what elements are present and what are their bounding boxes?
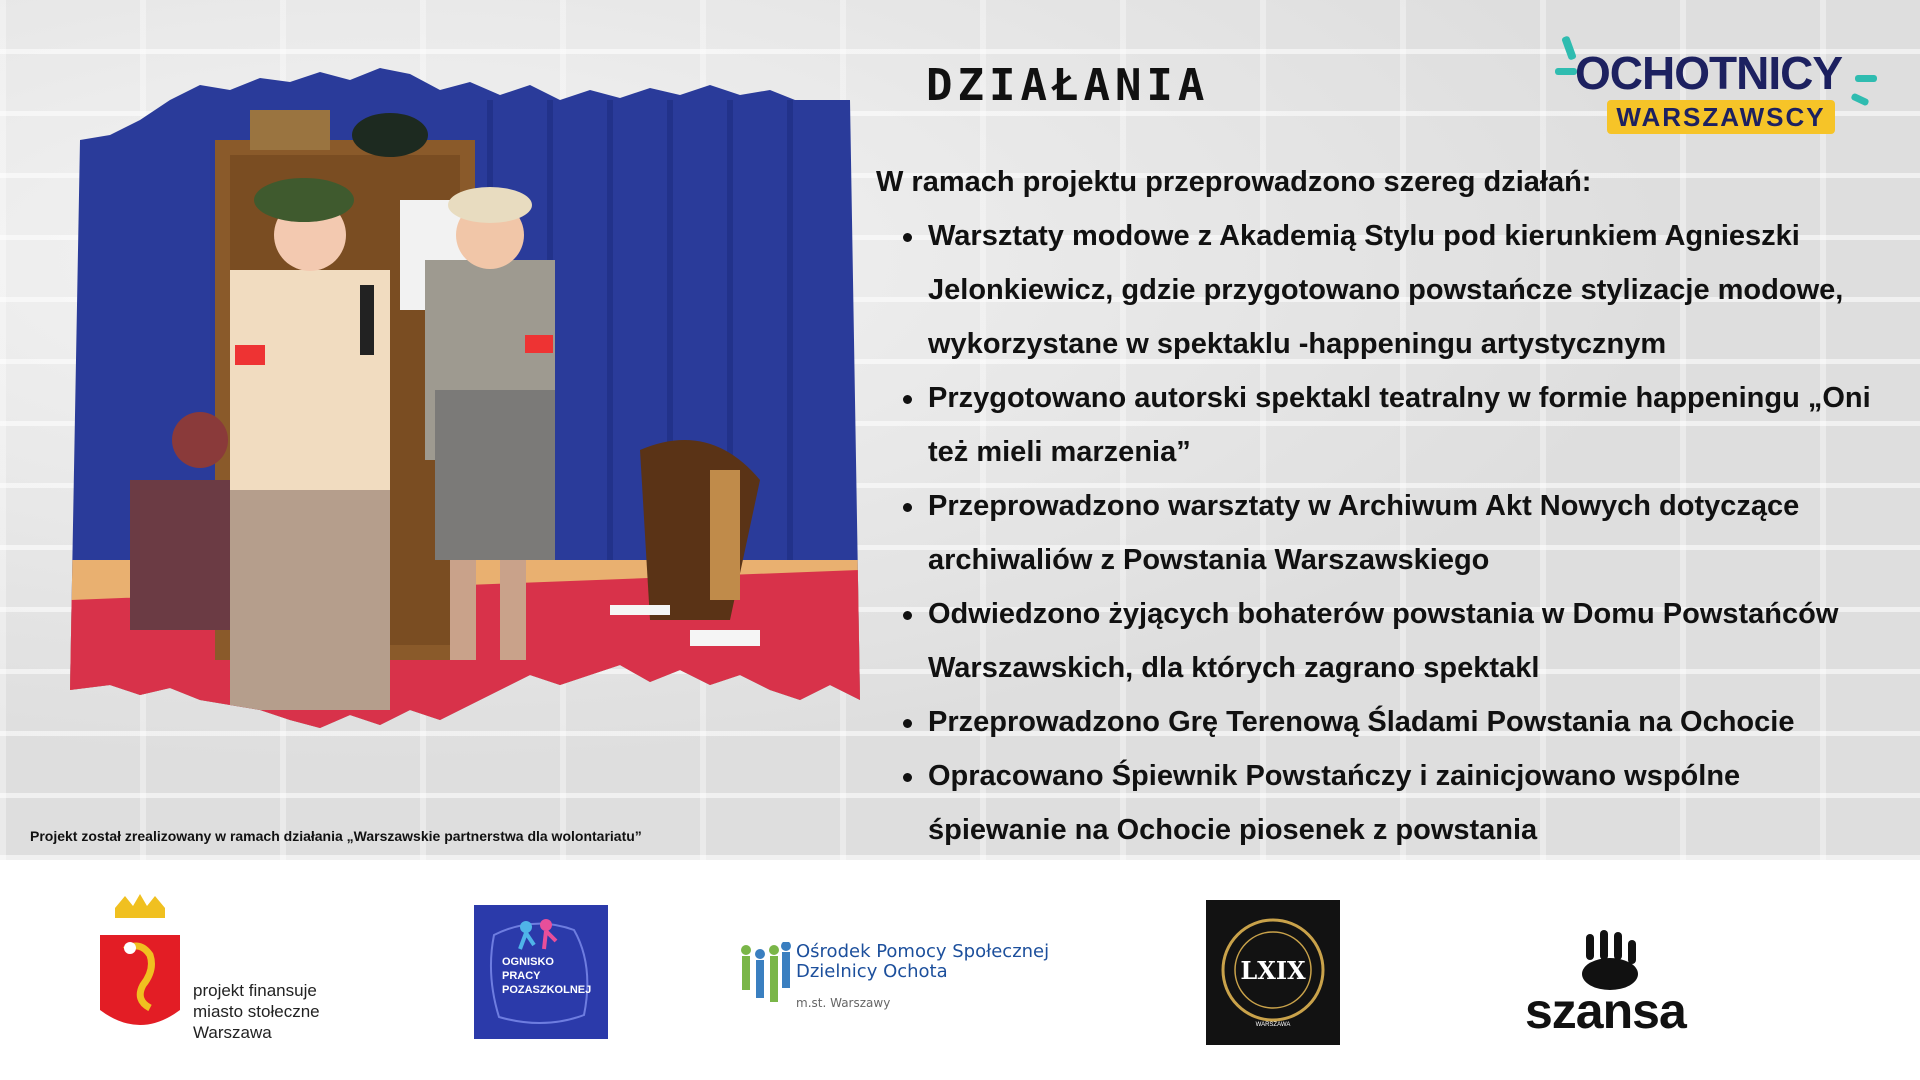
list-item-text: Odwiedzono żyjących bohaterów powstania w Domu Powstańców Warszawskich, dla których zagrano spektakl	[928, 598, 1839, 684]
bullet-icon	[903, 719, 912, 728]
ognisko-line: OGNISKO	[502, 956, 554, 968]
list-item	[876, 587, 1886, 695]
activities-content	[876, 155, 1886, 857]
warszawa-line: miasto stołeczne	[193, 1002, 320, 1021]
list-item-text: Warsztaty modowe z Akademią Stylu pod kierunkiem Agnieszki Jelonkiewicz, gdzie przygotowano powstańcze stylizacje modowe, wykorzystane w spektaklu -happeningu artystycznym	[928, 220, 1844, 360]
performer-skirt	[230, 490, 390, 710]
list-item	[876, 479, 1886, 587]
ops-subcaption: m.st. Warszawy	[796, 996, 891, 1010]
warszawa-line: Warszawa	[193, 1023, 272, 1042]
bullet-icon	[903, 395, 912, 404]
bullet-icon	[903, 233, 912, 242]
intro-text: W ramach projektu przeprowadzono szereg działań:	[876, 166, 1592, 198]
ops-line: Dzielnicy Ochota	[796, 961, 948, 982]
list-item-text: Przeprowadzono warsztaty w Archiwum Akt Nowych dotyczące archiwaliów z Powstania Warszawskiego	[928, 490, 1800, 576]
ognisko-line: PRACY	[502, 970, 541, 982]
list-item-text: Opracowano Śpiewnik Powstańczy i zainicjowano wspólne śpiewanie na Ochocie piosenek z powstania	[928, 760, 1741, 846]
list-item-text: Przygotowano autorski spektakl teatralny w formie happeningu „Oni też mieli marzenia”	[928, 382, 1871, 468]
lxix-city: WARSZAWA	[1255, 1022, 1291, 1028]
logo-top-word: OCHOTNICY	[1575, 47, 1842, 99]
ognisko-logo	[474, 905, 608, 1039]
ops-caption	[796, 942, 1049, 982]
list-item-text: Przeprowadzono Grę Terenową Śladami Powstania na Ochocie	[928, 706, 1795, 738]
ognisko-badge	[474, 905, 608, 1039]
ognisko-line: POZASZKOLNEJ	[502, 984, 592, 996]
szansa-wordmark: szansa	[1525, 983, 1686, 1039]
bullet-icon	[903, 503, 912, 512]
szansa-logo	[1525, 930, 1755, 1039]
list-item	[876, 209, 1886, 371]
lxix-school-logo	[1206, 900, 1340, 1045]
list-item	[876, 371, 1886, 479]
bullet-icon	[903, 611, 912, 620]
warszawa-logo	[95, 890, 355, 1040]
logo-spark-icon	[1855, 75, 1877, 82]
logo-bottom-word: WARSZAWSCY	[1607, 100, 1835, 134]
logo-spark-icon	[1850, 93, 1869, 107]
activities-list	[876, 209, 1886, 857]
ognisko-caption	[502, 955, 591, 997]
section-heading: DZIAŁANIA	[926, 60, 1210, 111]
warszawa-crest-icon	[95, 890, 185, 1040]
photo-illustration	[70, 60, 860, 730]
list-item	[876, 695, 1886, 749]
lxix-numeral: LXIX	[1240, 956, 1306, 985]
warszawa-line: projekt finansuje	[193, 981, 317, 1000]
logo-spark-icon	[1555, 68, 1577, 75]
funding-note: Projekt został zrealizowany w ramach działania „Warszawskie partnerstwa dla wolontariatu”	[30, 828, 642, 844]
event-photo	[70, 60, 860, 730]
microphone	[360, 285, 374, 355]
handprint-icon	[1580, 930, 1660, 990]
bullet-icon	[903, 773, 912, 782]
performer-2-skirt	[435, 390, 555, 560]
ops-line: Ośrodek Pomocy Społecznej	[796, 941, 1050, 962]
ops-people-icon	[738, 942, 792, 1014]
lxix-badge	[1206, 900, 1340, 1045]
beret	[254, 178, 354, 222]
ochotnicy-warszawscy-logo	[1555, 30, 1890, 140]
warszawa-caption	[193, 980, 320, 1043]
ops-ochota-logo	[738, 942, 1068, 1022]
partner-logos-bar	[0, 860, 1920, 1080]
list-item	[876, 749, 1886, 857]
